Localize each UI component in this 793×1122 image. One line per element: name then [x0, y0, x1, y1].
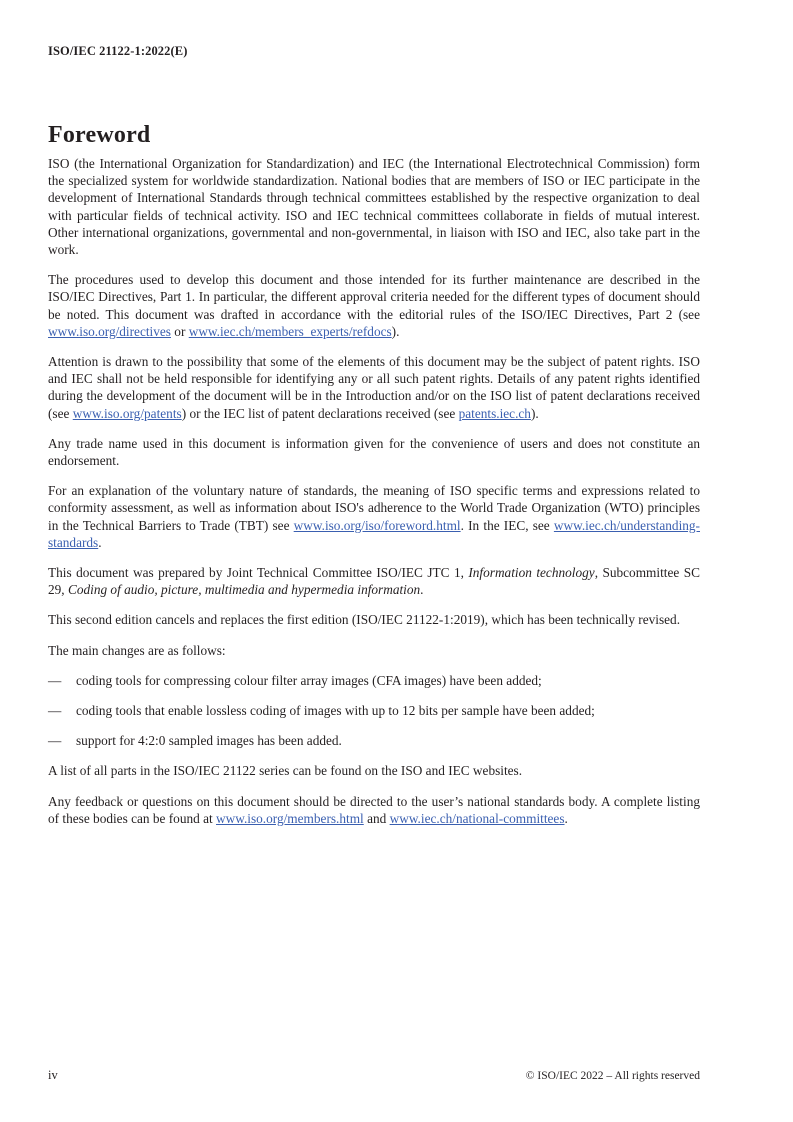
em-dash-bullet-icon: — [48, 672, 62, 688]
paragraph-patent-rights-text-b: ) or the IEC list of patent declarations received (see [181, 405, 459, 421]
paragraph-voluntary-nature-text-a: For an explanation of the voluntary nature of standards, the meaning of ISO specific terms and expressions related to conformity assessment, as well as information about ISO's adherence to the World Trade Organization (WTO) principles in the Technical Barriers to Trade (TBT) see [48, 483, 700, 533]
paragraph-parts-list: A list of all parts in the ISO/IEC 21122 series can be found on the ISO and IEC websites. [48, 763, 523, 779]
paragraph-second-edition: This second edition cancels and replaces the first edition (ISO/IEC 21122-1:2019), which has been technically revised. [48, 612, 681, 628]
paragraph-patent-rights-text-c: ). [530, 405, 539, 421]
paragraph-procedures-text-a: The procedures used to develop this document and those intended for its further maintenance are described in the ISO/IEC Directives, Part 1. In particular, the different approval criteria needed for the different types of document should be noted. This document was drafted in accordance with the editorial rules of the ISO/IEC Directives, Part 2 (see [48, 272, 700, 322]
foreword-body [48, 155, 700, 840]
em-dash-bullet-icon: — [48, 733, 62, 749]
subcommittee-title-coding: Coding of audio, picture, multimedia and hypermedia information [67, 582, 421, 598]
list-item-label: coding tools for compressing colour filter array images (CFA images) have been added; [76, 672, 542, 688]
copyright-notice: © ISO/IEC 2022 – All rights reserved [525, 1070, 700, 1082]
document-reference: ISO/IEC 21122-1:2022(E) [48, 44, 188, 58]
paragraph-voluntary-nature-text-b: . In the IEC, see [460, 517, 554, 533]
paragraph-procedures-text-b: or [170, 323, 189, 339]
link-iec-refdocs[interactable]: www.iec.ch/members_experts/refdocs [188, 323, 392, 339]
paragraph-feedback [48, 793, 700, 827]
paragraph-feedback-text-c: . [564, 810, 568, 826]
link-iso-patents[interactable]: www.iso.org/patents [72, 405, 182, 421]
paragraph-committee-text-a: This document was prepared by Joint Technical Committee ISO/IEC JTC 1, [48, 565, 469, 581]
paragraph-patent-rights [48, 353, 700, 422]
paragraph-trade-name: Any trade name used in this document is information given for the convenience of users and does not constitute an endorsement. [48, 435, 700, 469]
list-item-label: support for 4:2:0 sampled images has been added. [76, 733, 342, 749]
list-item [48, 672, 700, 689]
page-title: Foreword [48, 122, 151, 149]
page-number: iv [48, 1068, 58, 1082]
paragraph-procedures-text-c: ). [391, 323, 400, 339]
paragraph-committee [48, 564, 700, 598]
paragraph-feedback-text-a: Any feedback or questions on this document should be directed to the user’s national standards body. A complete listing of these bodies can be found at [48, 793, 700, 826]
paragraph-patent-rights-text-a: Attention is drawn to the possibility that some of the elements of this document may be the subject of patent rights. ISO and IEC shall not be held responsible for identifying any or all such patent rights. Details of any patent rights identified during the development of the document will be in the Introduction and/or on the ISO list of patent declarations received (see [48, 354, 700, 421]
paragraph-feedback-text-b: and [363, 810, 390, 826]
paragraph-voluntary-nature [48, 482, 700, 551]
list-item-label: coding tools that enable lossless coding of images with up to 12 bits per sample have been added; [76, 703, 595, 719]
link-iso-foreword[interactable]: www.iso.org/iso/foreword.html [293, 517, 461, 533]
em-dash-bullet-icon: — [48, 703, 62, 719]
list-item [48, 732, 700, 749]
paragraph-committee-text-c: . [420, 582, 424, 598]
paragraph-voluntary-nature-text-c: . [98, 534, 102, 550]
link-iso-directives[interactable]: www.iso.org/directives [48, 323, 171, 339]
link-iso-members[interactable]: www.iso.org/members.html [216, 810, 364, 826]
link-iec-national-committees[interactable]: www.iec.ch/national-committees [389, 810, 565, 826]
paragraph-main-changes-intro: The main changes are as follows: [48, 642, 226, 658]
page-footer [48, 1068, 700, 1083]
list-item [48, 702, 700, 719]
paragraph-committee-text-b: , Subcommittee SC 29, [48, 565, 700, 598]
paragraph-iso-iec-intro: ISO (the International Organization for Standardization) and IEC (the International Electrotechnical Commission) form the specialized system for worldwide standardization. National bodies that are members of ISO or IEC participate in the development of International Standards through technical committees established by the respective organization to deal with particular fields of technical activity. ISO and IEC technical committees collaborate in fields of mutual interest. Other international organizations, governmental and non-governmental, in liaison with ISO and IEC, also take part in the work. [48, 156, 700, 258]
changes-list [48, 672, 700, 750]
committee-title-information-technology: Information technology [468, 565, 595, 581]
link-patents-iec[interactable]: patents.iec.ch [458, 405, 531, 421]
link-iec-understanding-standards[interactable]: www.iec.ch/understanding-standards [48, 517, 700, 550]
paragraph-procedures [48, 271, 700, 340]
